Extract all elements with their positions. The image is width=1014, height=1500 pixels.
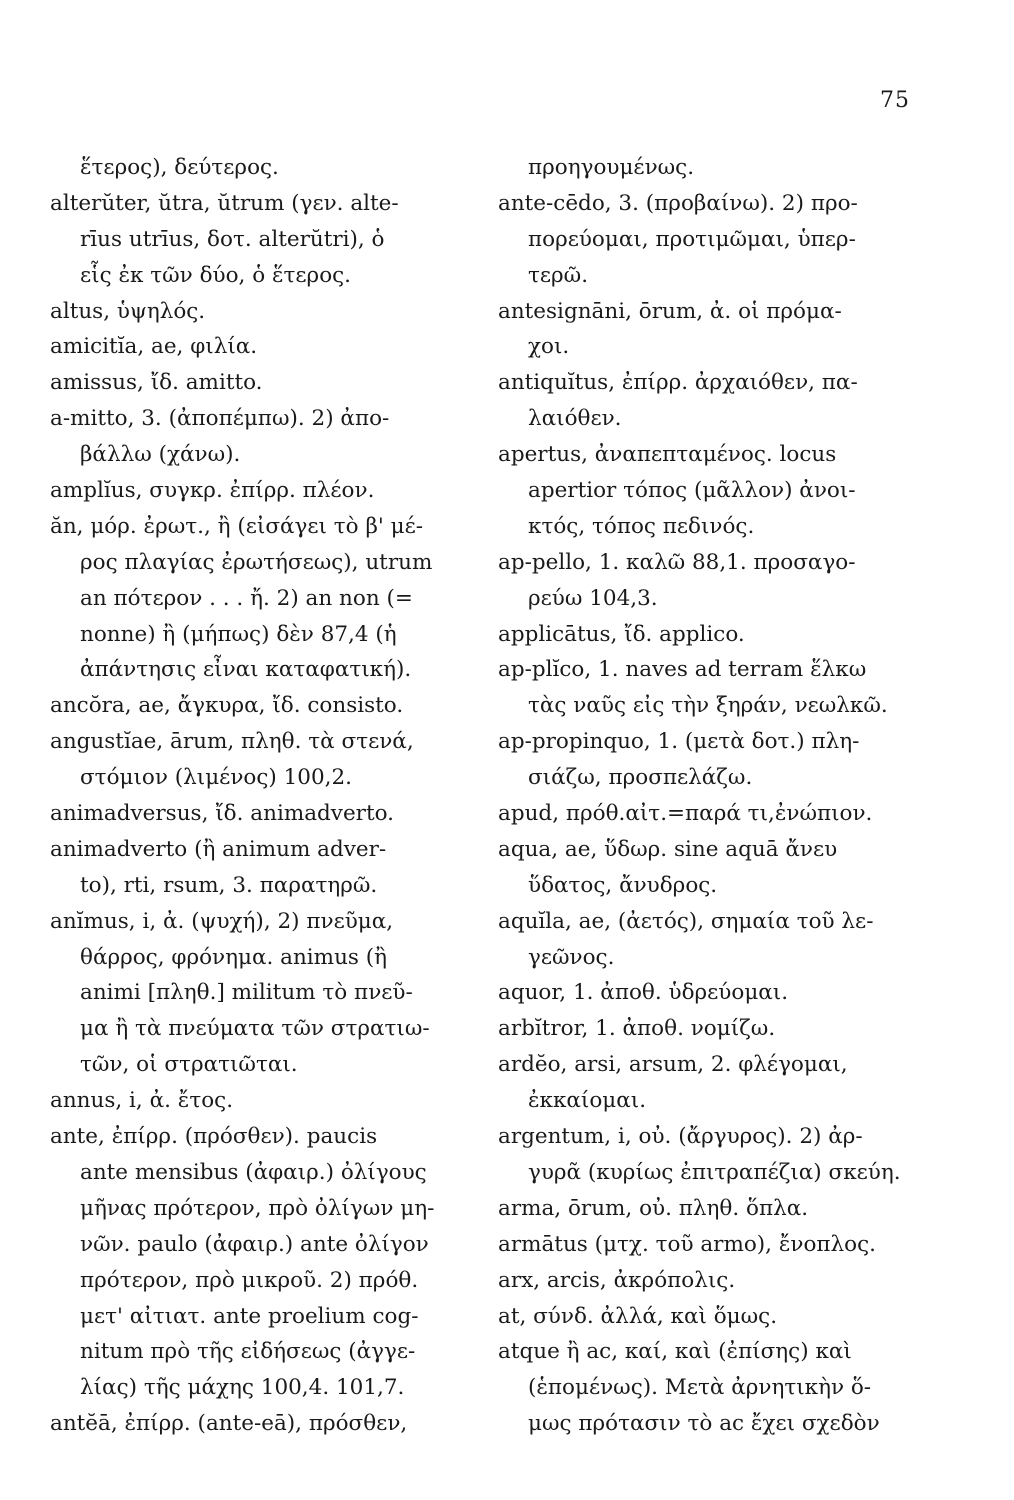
dictionary-line: apud, πρόθ.αἰτ.=παρά τι,ἐνώπιον. [498, 801, 873, 827]
dictionary-line: μετ' αἰτιατ. ante proelium cog- [80, 1303, 419, 1329]
dictionary-line: antesignāni, ōrum, ἀ. οἱ πρόμα- [498, 298, 842, 324]
dictionary-line: aqua, ae, ὕδωρ. sine aquā ἄνευ [498, 836, 838, 862]
dictionary-line: aquor, 1. ἀποθ. ὑδρεύομαι. [498, 980, 789, 1006]
dictionary-line: προηγουμένως. [528, 155, 695, 180]
dictionary-line: βάλλω (χάνω). [80, 442, 241, 468]
dictionary-line: atque ἢ ac, καί, καὶ (ἐπίσης) καὶ [498, 1339, 852, 1365]
dictionary-line: altus, ὑψηλός. [50, 298, 206, 324]
dictionary-line: antĕā, ἐπίρρ. (ante-eā), πρόσθεν, [50, 1411, 408, 1437]
dictionary-line: arma, ōrum, οὐ. πληθ. ὅπλα. [498, 1195, 809, 1221]
dictionary-line: πορεύομαι, προτιμῶμαι, ὑπερ- [528, 226, 856, 252]
dictionary-line: rīus utrīus, δοτ. alterŭtri), ὁ [80, 226, 385, 252]
dictionary-line: anĭmus, i, ἀ. (ψυχή), 2) πνεῦμα, [50, 908, 394, 934]
dictionary-line: κτός, τόπος πεδινός. [528, 513, 755, 539]
dictionary-line: a-mitto, 3. (ἀποπέμπω). 2) ἀπο- [50, 406, 390, 432]
dictionary-line: λίας) τῆς μάχης 100,4. 101,7. [80, 1375, 405, 1401]
dictionary-line: animadverto (ἢ animum adver- [50, 836, 387, 862]
dictionary-line: ardĕo, arsi, arsum, 2. φλέγομαι, [498, 1052, 848, 1078]
dictionary-line: alterŭter, ŭtra, ŭtrum (γεν. alte- [50, 190, 399, 216]
dictionary-line: apertior τόπος (μᾶλλον) ἀνοι- [528, 478, 856, 504]
dictionary-line: ancŏra, ae, ἄγκυρα, ἴδ. consisto. [50, 693, 404, 719]
dictionary-line: applicātus, ἴδ. applico. [498, 621, 745, 647]
dictionary-line: animi [πληθ.] militum τὸ πνεῦ- [80, 980, 413, 1006]
dictionary-line: γεῶνος. [528, 944, 615, 970]
dictionary-line: nonne) ἢ (μήπως) δὲν 87,4 (ἡ [80, 621, 397, 647]
dictionary-line: armātus (μτχ. τοῦ armo), ἔνοπλος. [498, 1231, 876, 1257]
dictionary-line: πρότερον, πρὸ μικροῦ. 2) πρόθ. [80, 1267, 419, 1293]
dictionary-line: argentum, i, οὐ. (ἄργυρος). 2) ἀρ- [498, 1124, 863, 1150]
dictionary-line: annus, i, ἀ. ἔτος. [50, 1088, 234, 1114]
dictionary-line: ἐκκαίομαι. [528, 1088, 647, 1114]
dictionary-line: arbĭtror, 1. ἀποθ. νομίζω. [498, 1016, 776, 1042]
dictionary-line: antiquĭtus, ἐπίρρ. ἀρχαιόθεν, πα- [498, 370, 858, 396]
dictionary-line: animadversus, ἴδ. animadverto. [50, 801, 394, 827]
dictionary-line: amissus, ἴδ. amitto. [50, 370, 263, 396]
dictionary-line: τῶν, οἱ στρατιῶται. [80, 1052, 298, 1078]
dictionary-line: an πότερον . . . ἤ. 2) an non (= [80, 585, 413, 611]
dictionary-line: at, σύνδ. ἀλλά, καὶ ὅμως. [498, 1303, 778, 1329]
dictionary-line: amplĭus, συγκρ. ἐπίρρ. πλέον. [50, 478, 375, 504]
dictionary-line: ante mensibus (ἀφαιρ.) ὀλίγους [80, 1159, 427, 1185]
dictionary-line: ap-propinquo, 1. (μετὰ δοτ.) πλη- [498, 729, 860, 755]
dictionary-line: ἕτερος), δεύτερος. [80, 155, 279, 180]
dictionary-line: λαιόθεν. [528, 406, 622, 432]
dictionary-line: τὰς ναῦς εἰς τὴν ξηράν, νεωλκῶ. [528, 693, 888, 719]
dictionary-line: angustĭae, ārum, πληθ. τὰ στενά, [50, 729, 414, 755]
dictionary-line: ante-cēdo, 3. (προβαίνω). 2) προ- [498, 190, 858, 216]
dictionary-line: σιάζω, προσπελάζω. [528, 765, 753, 791]
dictionary-line: μα ἢ τὰ πνεύματα τῶν στρατιω- [80, 1016, 430, 1042]
dictionary-line: ὕδατος, ἄνυδρος. [528, 872, 718, 898]
dictionary-line: ρος πλαγίας ἐρωτήσεως), utrum [80, 549, 433, 575]
dictionary-line: τερῶ. [528, 262, 589, 288]
dictionary-line: μως πρότασιν τὸ ac ἔχει σχεδὸν [528, 1411, 880, 1437]
page-number: 75 [880, 88, 910, 113]
dictionary-line: ap-plĭco, 1. naves ad terram ἕλκω [498, 657, 867, 683]
dictionary-line: apertus, ἀναπεπταμένος. locus [498, 442, 837, 468]
dictionary-line: amicitĭa, ae, φιλία. [50, 334, 258, 360]
dictionary-line: ap-pello, 1. καλῶ 88,1. προσαγο- [498, 549, 856, 575]
dictionary-line: to), rti, rsum, 3. παρατηρῶ. [80, 872, 378, 898]
dictionary-line: ante, ἐπίρρ. (πρόσθεν). paucis [50, 1124, 378, 1150]
dictionary-line: ăn, μόρ. ἐρωτ., ἢ (εἰσάγει τὸ β' μέ- [50, 513, 424, 539]
dictionary-line: γυρᾶ (κυρίως ἐπιτραπέζια) σκεύη. [528, 1159, 901, 1185]
dictionary-line: νῶν. paulo (ἀφαιρ.) ante ὀλίγον [80, 1231, 429, 1257]
dictionary-line: εἷς ἐκ τῶν δύο, ὁ ἕτερος. [80, 262, 352, 288]
dictionary-line: (ἑπομένως). Μετὰ ἀρνητικὴν ὅ- [528, 1375, 872, 1401]
dictionary-line: ἀπάντησις εἶναι καταφατική). [80, 657, 412, 683]
left-column [50, 150, 470, 1442]
dictionary-line: aquĭla, ae, (ἀετός), σημαία τοῦ λε- [498, 908, 874, 934]
dictionary-line: στόμιον (λιμένος) 100,2. [80, 765, 352, 791]
dictionary-line: ρεύω 104,3. [528, 585, 658, 611]
dictionary-line: μῆνας πρότερον, πρὸ ὀλίγων μη- [80, 1195, 435, 1221]
dictionary-line: χοι. [528, 334, 570, 360]
dictionary-line: θάρρος, φρόνημα. animus (ἢ [80, 944, 388, 970]
right-column [498, 150, 930, 1442]
dictionary-line: arx, arcis, ἀκρόπολις. [498, 1267, 736, 1293]
dictionary-line: nitum πρὸ τῆς εἰδήσεως (ἀγγε- [80, 1339, 416, 1365]
